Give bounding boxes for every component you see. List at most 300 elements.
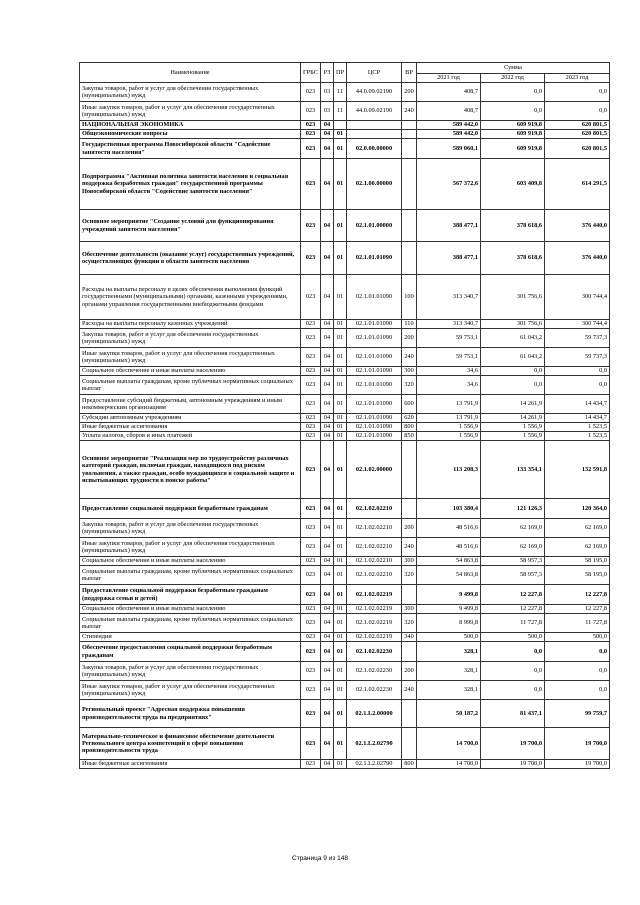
row-csr: 02.1.02.02210 xyxy=(347,519,402,538)
row-rz: 04 xyxy=(321,395,334,414)
row-name: Закупка товаров, работ и услуг для обеспечения государственных (муниципальных) нужд xyxy=(80,83,301,102)
row-vr xyxy=(402,210,417,242)
table-row xyxy=(80,414,610,423)
row-sum-2023: 1 523,5 xyxy=(545,423,610,432)
row-sum-2023: 376 440,0 xyxy=(545,242,610,275)
row-pr: 01 xyxy=(334,585,347,605)
row-grbs: 023 xyxy=(301,585,321,605)
row-sum-2023: 0,0 xyxy=(545,367,610,376)
row-grbs: 023 xyxy=(301,83,321,102)
row-pr: 01 xyxy=(334,633,347,642)
row-vr: 320 xyxy=(402,376,417,395)
row-name: Расходы на выплаты персоналу казенных учреждений xyxy=(80,320,301,329)
row-rz: 03 xyxy=(321,102,334,121)
row-csr: 02.1.01.01090 xyxy=(347,275,402,320)
row-sum-2023: 620 801,5 xyxy=(545,139,610,159)
row-vr xyxy=(402,139,417,159)
row-sum-2022: 19 700,0 xyxy=(481,760,545,769)
row-pr: 01 xyxy=(334,681,347,700)
row-sum-2022: 133 354,1 xyxy=(481,441,545,499)
budget-table xyxy=(79,62,610,769)
table-row xyxy=(80,633,610,642)
row-sum-2023: 0,0 xyxy=(545,642,610,662)
row-pr: 01 xyxy=(334,159,347,210)
row-sum-2021: 388 477,1 xyxy=(417,242,481,275)
row-sum-2022: 11 727,8 xyxy=(481,614,545,633)
row-vr: 100 xyxy=(402,275,417,320)
row-sum-2023: 300 744,4 xyxy=(545,320,610,329)
row-vr: 240 xyxy=(402,538,417,557)
row-sum-2021: 59 753,1 xyxy=(417,348,481,367)
row-sum-2021: 8 999,8 xyxy=(417,614,481,633)
row-grbs: 023 xyxy=(301,348,321,367)
row-grbs: 023 xyxy=(301,159,321,210)
row-grbs: 023 xyxy=(301,121,321,130)
table-row xyxy=(80,242,610,275)
row-csr: 02.1.01.01090 xyxy=(347,320,402,329)
row-csr xyxy=(347,130,402,139)
row-name: Закупка товаров, работ и услуг для обеспечения государственных (муниципальных) нужд xyxy=(80,519,301,538)
row-csr: 02.1.02.02219 xyxy=(347,614,402,633)
row-grbs: 023 xyxy=(301,423,321,432)
row-sum-2022: 61 043,2 xyxy=(481,329,545,348)
row-rz: 04 xyxy=(321,538,334,557)
row-sum-2021: 50 187,2 xyxy=(417,700,481,728)
row-grbs: 023 xyxy=(301,605,321,614)
row-grbs: 023 xyxy=(301,642,321,662)
row-sum-2022: 14 261,9 xyxy=(481,395,545,414)
table-row xyxy=(80,499,610,519)
row-sum-2022: 603 409,8 xyxy=(481,159,545,210)
row-sum-2023: 0,0 xyxy=(545,102,610,121)
row-sum-2021: 388 477,1 xyxy=(417,210,481,242)
row-sum-2021: 54 863,8 xyxy=(417,566,481,585)
row-name: Предоставление социальной поддержки безработным гражданам xyxy=(80,499,301,519)
row-rz: 04 xyxy=(321,139,334,159)
table-row xyxy=(80,566,610,585)
table-row xyxy=(80,519,610,538)
row-vr: 320 xyxy=(402,614,417,633)
row-vr xyxy=(402,121,417,130)
row-pr: 01 xyxy=(334,432,347,441)
header-year-2023: 2023 год xyxy=(545,74,610,83)
row-sum-2022: 301 756,6 xyxy=(481,275,545,320)
row-vr: 800 xyxy=(402,423,417,432)
header-grbs: ГРБС xyxy=(301,63,321,83)
row-name: Предоставление социальной поддержки безработным гражданам (поддержка семьи и детей) xyxy=(80,585,301,605)
row-vr xyxy=(402,642,417,662)
row-rz: 03 xyxy=(321,83,334,102)
row-pr: 01 xyxy=(334,728,347,760)
row-name: Иные закупки товаров, работ и услуг для обеспечения государственных (муниципальных) нужд xyxy=(80,538,301,557)
row-sum-2021: 103 380,4 xyxy=(417,499,481,519)
row-sum-2022: 0,0 xyxy=(481,681,545,700)
table-row xyxy=(80,102,610,121)
row-grbs: 023 xyxy=(301,760,321,769)
row-name: Предоставление субсидий бюджетным, автономным учреждениям и иным некоммерческим организациям xyxy=(80,395,301,414)
row-rz: 04 xyxy=(321,681,334,700)
table-header-row xyxy=(80,63,610,74)
row-pr: 01 xyxy=(334,519,347,538)
row-rz: 04 xyxy=(321,614,334,633)
row-sum-2021: 54 863,8 xyxy=(417,557,481,566)
row-grbs: 023 xyxy=(301,662,321,681)
row-grbs: 023 xyxy=(301,242,321,275)
table-row xyxy=(80,642,610,662)
row-pr: 01 xyxy=(334,423,347,432)
row-vr: 240 xyxy=(402,102,417,121)
row-sum-2021: 408,7 xyxy=(417,83,481,102)
header-sum: Сумма xyxy=(417,63,610,74)
row-rz: 04 xyxy=(321,557,334,566)
row-grbs: 023 xyxy=(301,130,321,139)
table-row xyxy=(80,83,610,102)
row-name: Обеспечение предоставления социальной поддержки безработным гражданам xyxy=(80,642,301,662)
row-sum-2021: 34,6 xyxy=(417,367,481,376)
row-sum-2021: 328,1 xyxy=(417,642,481,662)
row-rz: 04 xyxy=(321,376,334,395)
table-row xyxy=(80,395,610,414)
row-csr: 02.1.02.02230 xyxy=(347,681,402,700)
row-vr: 320 xyxy=(402,566,417,585)
row-grbs: 023 xyxy=(301,210,321,242)
row-name: Иные закупки товаров, работ и услуг для обеспечения государственных (муниципальных) нужд xyxy=(80,681,301,700)
row-sum-2022: 81 437,1 xyxy=(481,700,545,728)
row-sum-2022: 14 261,9 xyxy=(481,414,545,423)
row-pr: 01 xyxy=(334,329,347,348)
page-number: Страница 9 из 148 xyxy=(292,855,348,862)
table-row xyxy=(80,760,610,769)
row-csr: 02.1.L2.02790 xyxy=(347,728,402,760)
row-rz: 04 xyxy=(321,348,334,367)
row-sum-2023: 58 195,0 xyxy=(545,557,610,566)
row-csr: 44.0.09.02190 xyxy=(347,102,402,121)
row-sum-2021: 408,7 xyxy=(417,102,481,121)
row-sum-2021: 34,6 xyxy=(417,376,481,395)
row-name: Иные закупки товаров, работ и услуг для обеспечения государственных (муниципальных) нужд xyxy=(80,102,301,121)
row-rz: 04 xyxy=(321,414,334,423)
row-sum-2023: 0,0 xyxy=(545,376,610,395)
row-pr: 01 xyxy=(334,130,347,139)
row-pr: 01 xyxy=(334,275,347,320)
row-name: Общеэкономические вопросы xyxy=(80,130,301,139)
row-sum-2023: 62 169,0 xyxy=(545,519,610,538)
table-row xyxy=(80,681,610,700)
row-csr: 02.1.01.01090 xyxy=(347,395,402,414)
row-rz: 04 xyxy=(321,519,334,538)
row-rz: 04 xyxy=(321,499,334,519)
row-csr: 02.1.01.01090 xyxy=(347,432,402,441)
row-name: Социальное обеспечение и иные выплаты населению xyxy=(80,557,301,566)
row-name: Стипендии xyxy=(80,633,301,642)
row-name: Основное мероприятие "Создание условий для функционирования учреждений занятости населения" xyxy=(80,210,301,242)
row-grbs: 023 xyxy=(301,432,321,441)
row-rz: 04 xyxy=(321,441,334,499)
table-row xyxy=(80,275,610,320)
row-pr xyxy=(334,121,347,130)
row-vr xyxy=(402,159,417,210)
row-sum-2023: 120 364,0 xyxy=(545,499,610,519)
row-pr: 01 xyxy=(334,566,347,585)
row-rz: 04 xyxy=(321,728,334,760)
row-pr: 01 xyxy=(334,605,347,614)
row-sum-2022: 62 169,0 xyxy=(481,538,545,557)
row-sum-2021: 9 499,8 xyxy=(417,585,481,605)
row-vr: 300 xyxy=(402,367,417,376)
table-row xyxy=(80,605,610,614)
row-vr: 300 xyxy=(402,605,417,614)
row-vr: 620 xyxy=(402,414,417,423)
row-grbs: 023 xyxy=(301,681,321,700)
row-name: Субсидии автономным учреждениям xyxy=(80,414,301,423)
table-row xyxy=(80,130,610,139)
row-sum-2023: 14 434,7 xyxy=(545,414,610,423)
header-name: Наименование xyxy=(80,63,301,83)
row-csr: 02.1.02.02219 xyxy=(347,605,402,614)
row-sum-2022: 0,0 xyxy=(481,83,545,102)
row-vr: 240 xyxy=(402,348,417,367)
row-csr: 02.1.01.01090 xyxy=(347,348,402,367)
budget-table-sheet xyxy=(79,62,609,769)
row-name: Расходы на выплаты персоналу в целях обеспечения выполнения функций государственными (муниципальными) органами, казенными учреждениями, органами управления государственными внебюджетными фондами xyxy=(80,275,301,320)
row-csr: 02.1.L2.00000 xyxy=(347,700,402,728)
row-vr xyxy=(402,242,417,275)
row-sum-2021: 313 340,7 xyxy=(417,320,481,329)
row-sum-2021: 313 340,7 xyxy=(417,275,481,320)
row-rz: 04 xyxy=(321,329,334,348)
row-grbs: 023 xyxy=(301,633,321,642)
table-row xyxy=(80,210,610,242)
row-rz: 04 xyxy=(321,432,334,441)
row-sum-2021: 59 753,1 xyxy=(417,329,481,348)
row-sum-2023: 1 523,5 xyxy=(545,432,610,441)
row-csr: 02.1.02.00000 xyxy=(347,441,402,499)
row-vr xyxy=(402,130,417,139)
table-row xyxy=(80,662,610,681)
row-rz: 04 xyxy=(321,605,334,614)
row-sum-2021: 113 208,3 xyxy=(417,441,481,499)
row-vr xyxy=(402,700,417,728)
row-grbs: 023 xyxy=(301,566,321,585)
row-rz: 04 xyxy=(321,210,334,242)
row-sum-2021: 13 791,9 xyxy=(417,414,481,423)
row-grbs: 023 xyxy=(301,728,321,760)
row-pr: 11 xyxy=(334,83,347,102)
row-rz: 04 xyxy=(321,130,334,139)
row-pr: 01 xyxy=(334,242,347,275)
row-grbs: 023 xyxy=(301,367,321,376)
table-row xyxy=(80,614,610,633)
row-sum-2021: 589 442,0 xyxy=(417,130,481,139)
row-csr: 02.1.01.01090 xyxy=(347,242,402,275)
row-vr: 200 xyxy=(402,662,417,681)
row-sum-2023: 620 801,5 xyxy=(545,121,610,130)
row-rz: 04 xyxy=(321,700,334,728)
row-vr: 300 xyxy=(402,557,417,566)
row-sum-2022: 58 957,3 xyxy=(481,557,545,566)
row-csr: 02.1.02.02210 xyxy=(347,499,402,519)
row-csr: 02.1.02.02210 xyxy=(347,566,402,585)
table-row xyxy=(80,376,610,395)
row-grbs: 023 xyxy=(301,139,321,159)
row-sum-2022: 0,0 xyxy=(481,102,545,121)
table-row xyxy=(80,432,610,441)
row-pr: 01 xyxy=(334,700,347,728)
row-pr: 01 xyxy=(334,538,347,557)
row-name: Материально-техническое и финансовое обеспечение деятельности Регионального центра компетенций в сфере повышения производительности труда xyxy=(80,728,301,760)
row-vr: 200 xyxy=(402,83,417,102)
row-sum-2023: 12 227,8 xyxy=(545,585,610,605)
row-csr: 02.1.02.02230 xyxy=(347,662,402,681)
row-vr: 240 xyxy=(402,681,417,700)
row-vr: 600 xyxy=(402,395,417,414)
table-row xyxy=(80,728,610,760)
row-vr xyxy=(402,441,417,499)
row-name: Государственная программа Новосибирской области "Содействие занятости населения" xyxy=(80,139,301,159)
row-sum-2022: 378 618,6 xyxy=(481,210,545,242)
row-rz: 04 xyxy=(321,275,334,320)
row-rz: 04 xyxy=(321,121,334,130)
row-name: Региональный проект "Адресная поддержка повышения производительности труда на предприятиях" xyxy=(80,700,301,728)
row-sum-2022: 12 227,8 xyxy=(481,605,545,614)
row-sum-2023: 58 195,0 xyxy=(545,566,610,585)
row-sum-2021: 589 060,1 xyxy=(417,139,481,159)
row-rz: 04 xyxy=(321,242,334,275)
row-sum-2022: 0,0 xyxy=(481,662,545,681)
row-csr: 02.1.02.02230 xyxy=(347,642,402,662)
row-pr: 01 xyxy=(334,499,347,519)
row-rz: 04 xyxy=(321,585,334,605)
table-row xyxy=(80,538,610,557)
row-grbs: 023 xyxy=(301,614,321,633)
row-vr xyxy=(402,499,417,519)
row-grbs: 023 xyxy=(301,395,321,414)
row-grbs: 023 xyxy=(301,102,321,121)
header-year-2022: 2022 год xyxy=(481,74,545,83)
row-sum-2021: 13 791,9 xyxy=(417,395,481,414)
row-csr: 02.1.01.01090 xyxy=(347,376,402,395)
row-vr xyxy=(402,728,417,760)
row-sum-2022: 0,0 xyxy=(481,642,545,662)
row-vr xyxy=(402,585,417,605)
row-pr: 01 xyxy=(334,662,347,681)
row-sum-2023: 500,0 xyxy=(545,633,610,642)
row-rz: 04 xyxy=(321,760,334,769)
row-pr: 01 xyxy=(334,642,347,662)
row-name: Иные закупки товаров, работ и услуг для обеспечения государственных (муниципальных) нужд xyxy=(80,348,301,367)
row-name: Социальные выплаты гражданам, кроме публичных нормативных социальных выплат xyxy=(80,376,301,395)
row-name: Социальное обеспечение и иные выплаты населению xyxy=(80,367,301,376)
row-pr: 01 xyxy=(334,139,347,159)
row-sum-2022: 19 700,0 xyxy=(481,728,545,760)
row-pr: 01 xyxy=(334,320,347,329)
row-sum-2021: 48 516,6 xyxy=(417,519,481,538)
row-rz: 04 xyxy=(321,320,334,329)
row-pr: 01 xyxy=(334,414,347,423)
row-pr: 01 xyxy=(334,348,347,367)
row-name: Закупка товаров, работ и услуг для обеспечения государственных (муниципальных) нужд xyxy=(80,662,301,681)
row-sum-2023: 132 591,8 xyxy=(545,441,610,499)
row-csr: 02.1.01.00000 xyxy=(347,210,402,242)
row-rz: 04 xyxy=(321,633,334,642)
row-sum-2021: 328,1 xyxy=(417,681,481,700)
row-csr: 02.1.02.02219 xyxy=(347,585,402,605)
table-row xyxy=(80,320,610,329)
row-sum-2021: 14 700,0 xyxy=(417,728,481,760)
row-csr xyxy=(347,121,402,130)
row-name: Социальные выплаты гражданам, кроме публичных нормативных социальных выплат xyxy=(80,566,301,585)
row-csr: 02.1.02.02210 xyxy=(347,538,402,557)
row-rz: 04 xyxy=(321,159,334,210)
row-sum-2022: 609 919,8 xyxy=(481,139,545,159)
row-grbs: 023 xyxy=(301,700,321,728)
row-pr: 01 xyxy=(334,210,347,242)
row-name: Уплата налогов, сборов и иных платежей xyxy=(80,432,301,441)
row-sum-2023: 59 737,3 xyxy=(545,329,610,348)
row-vr: 850 xyxy=(402,432,417,441)
row-vr: 200 xyxy=(402,329,417,348)
row-sum-2023: 0,0 xyxy=(545,83,610,102)
row-sum-2023: 300 744,4 xyxy=(545,275,610,320)
row-pr: 01 xyxy=(334,557,347,566)
table-row xyxy=(80,121,610,130)
row-vr: 800 xyxy=(402,760,417,769)
table-row xyxy=(80,557,610,566)
row-pr: 01 xyxy=(334,760,347,769)
row-sum-2021: 14 700,0 xyxy=(417,760,481,769)
row-sum-2023: 12 227,8 xyxy=(545,605,610,614)
row-grbs: 023 xyxy=(301,275,321,320)
row-csr: 02.0.00.00000 xyxy=(347,139,402,159)
table-row xyxy=(80,367,610,376)
row-sum-2023: 11 727,8 xyxy=(545,614,610,633)
row-grbs: 023 xyxy=(301,557,321,566)
row-sum-2022: 62 169,0 xyxy=(481,519,545,538)
row-sum-2022: 1 556,9 xyxy=(481,432,545,441)
row-sum-2023: 19 700,0 xyxy=(545,760,610,769)
header-year-2021: 2021 год xyxy=(417,74,481,83)
row-sum-2022: 609 919,8 xyxy=(481,130,545,139)
row-grbs: 023 xyxy=(301,329,321,348)
row-sum-2022: 1 556,9 xyxy=(481,423,545,432)
row-csr: 02.1.02.02210 xyxy=(347,557,402,566)
row-csr: 02.1.01.01090 xyxy=(347,423,402,432)
row-sum-2022: 609 919,8 xyxy=(481,121,545,130)
row-sum-2023: 59 737,3 xyxy=(545,348,610,367)
table-row xyxy=(80,159,610,210)
table-row xyxy=(80,329,610,348)
row-vr: 110 xyxy=(402,320,417,329)
row-name: Основное мероприятие "Реализация мер по трудоустройству различных категорий граждан, включая граждан, находящихся под риском увольнения, а также граждан, особо нуждающихся в социальной защите и испытывающих трудности в поиске работы" xyxy=(80,441,301,499)
row-grbs: 023 xyxy=(301,519,321,538)
row-rz: 04 xyxy=(321,566,334,585)
row-sum-2021: 567 372,6 xyxy=(417,159,481,210)
row-sum-2023: 19 700,0 xyxy=(545,728,610,760)
row-name: НАЦИОНАЛЬНАЯ ЭКОНОМИКА xyxy=(80,121,301,130)
row-sum-2023: 62 169,0 xyxy=(545,538,610,557)
row-vr: 340 xyxy=(402,633,417,642)
row-sum-2022: 12 227,8 xyxy=(481,585,545,605)
row-pr: 01 xyxy=(334,376,347,395)
row-sum-2022: 378 618,6 xyxy=(481,242,545,275)
row-name: Иные бюджетные ассигнования xyxy=(80,760,301,769)
row-name: Социальное обеспечение и иные выплаты населению xyxy=(80,605,301,614)
row-sum-2022: 0,0 xyxy=(481,376,545,395)
row-rz: 04 xyxy=(321,367,334,376)
row-sum-2021: 9 499,8 xyxy=(417,605,481,614)
row-pr: 01 xyxy=(334,395,347,414)
row-grbs: 023 xyxy=(301,320,321,329)
